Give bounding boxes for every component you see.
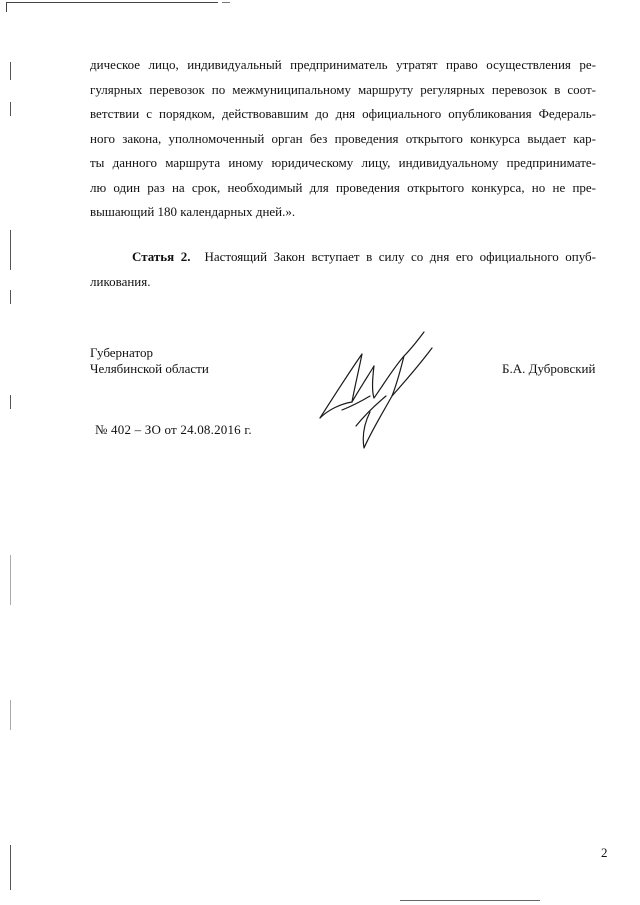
text-line: ты данного маршрута иному юридическому лицу, индивидуальному предпринимате- [90, 155, 596, 170]
article-2-text: Настоящий Закон вступает в силу со дня его официального опуб- [204, 249, 596, 264]
scan-left-mark [10, 845, 11, 890]
scan-left-mark [10, 290, 11, 304]
scan-bottom-mark [400, 900, 540, 901]
article-2 [90, 245, 596, 294]
article-2-first-line [90, 245, 596, 270]
text-line: ветствии с порядком, действовавшим до дня официального опубликования Федераль- [90, 106, 596, 121]
law-reference: № 402 – ЗО от 24.08.2016 г. [95, 422, 252, 437]
scan-left-mark [10, 700, 11, 730]
page-number: 2 [601, 845, 608, 860]
text-line: вышающий 180 календарных дней.». [90, 204, 296, 219]
text-line: лю один раз на срок, необходимый для проведения открытого конкурса, но не пре- [90, 179, 596, 195]
scan-left-mark [10, 102, 11, 116]
handwritten-signature [312, 326, 442, 454]
scan-left-mark [10, 555, 11, 605]
text-line: дическое лицо, индивидуальный предприниматель утратят право осуществления ре- [90, 57, 596, 72]
scan-left-mark [10, 395, 11, 409]
text-line: ного закона, уполномоченный орган без проведения открытого конкурса выдает кар- [90, 130, 596, 146]
signatory-name: Б.А. Дубровский [502, 361, 596, 376]
continuation-paragraph [90, 53, 596, 225]
article-2-label: Статья 2. [132, 249, 191, 264]
text-line: гулярных перевозок по межмуниципальному маршруту регулярных перевозок в соот- [90, 81, 596, 97]
signatory-title [90, 345, 209, 377]
scan-top-dot [222, 2, 230, 3]
scan-left-mark [10, 62, 11, 80]
scan-left-mark [10, 230, 11, 270]
article-2-second-line: ликования. [90, 273, 151, 289]
signatory-position: Губернатор [90, 345, 153, 360]
signatory-region: Челябинской области [90, 361, 209, 376]
scan-top-rule-corner [6, 2, 7, 12]
scan-top-rule [6, 2, 218, 3]
